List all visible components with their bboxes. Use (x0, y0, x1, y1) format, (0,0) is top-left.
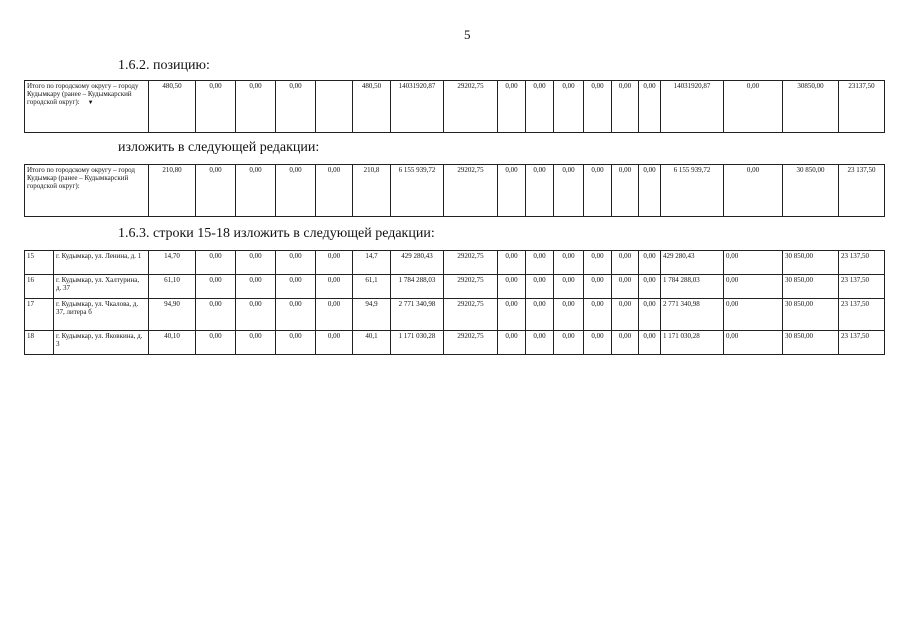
value-cell: 0,00 (612, 251, 639, 275)
value-cell: 30 850,00 (783, 165, 839, 217)
value-cell: 0,00 (639, 165, 661, 217)
value-cell: 0,00 (236, 299, 276, 331)
value-cell: 23 137,50 (839, 165, 885, 217)
row-address-cell: г. Кудымкар, ул. Ленина, д. 1 (54, 251, 149, 275)
row-address-cell: г. Кудымкар, ул. Халтурина, д. 37 (54, 275, 149, 299)
value-cell: 0,00 (316, 251, 353, 275)
value-cell: 23137,50 (839, 81, 885, 133)
value-cell: 210,8 (353, 165, 391, 217)
value-cell: 0,00 (584, 165, 612, 217)
value-cell: 29202,75 (444, 81, 498, 133)
value-cell (316, 81, 353, 133)
value-cell: 30850,00 (783, 81, 839, 133)
value-cell: 0,00 (196, 331, 236, 355)
value-cell: 14,7 (353, 251, 391, 275)
value-cell: 0,00 (554, 275, 584, 299)
value-cell: 0,00 (276, 251, 316, 275)
row-index-cell: 15 (25, 251, 54, 275)
value-cell: 429 280,43 (391, 251, 444, 275)
value-cell: 0,00 (526, 299, 554, 331)
value-cell: 61,10 (149, 275, 196, 299)
value-cell: 0,00 (276, 299, 316, 331)
value-cell: 0,00 (612, 299, 639, 331)
value-cell: 0,00 (276, 331, 316, 355)
value-cell: 29202,75 (444, 165, 498, 217)
value-cell: 29202,75 (444, 275, 498, 299)
value-cell: 23 137,50 (839, 275, 885, 299)
value-cell: 29202,75 (444, 251, 498, 275)
value-cell: 30 850,00 (783, 275, 839, 299)
table-rows-15-18 (24, 250, 885, 355)
value-cell: 0,00 (498, 251, 526, 275)
value-cell: 0,00 (724, 251, 783, 275)
value-cell: 30 850,00 (783, 299, 839, 331)
value-cell: 0,00 (724, 331, 783, 355)
value-cell: 0,00 (724, 275, 783, 299)
rows-body (25, 251, 885, 355)
value-cell: 0,00 (276, 81, 316, 133)
value-cell: 14031920,87 (391, 81, 444, 133)
value-cell: 0,00 (316, 331, 353, 355)
value-cell: 0,00 (639, 275, 661, 299)
value-cell: 0,00 (236, 331, 276, 355)
value-cell: 0,00 (724, 165, 783, 217)
value-cell: 0,00 (639, 251, 661, 275)
value-cell: 0,00 (584, 275, 612, 299)
value-cell: 2 771 340,98 (391, 299, 444, 331)
table-row (25, 299, 885, 331)
row-index-cell: 18 (25, 331, 54, 355)
down-arrow-icon: ▼ (87, 100, 94, 106)
value-cell: 0,00 (724, 299, 783, 331)
value-cell: 0,00 (196, 275, 236, 299)
value-cell: 0,00 (526, 251, 554, 275)
row-name-cell: Итого по городскому округу – городу Кудымкару (ранее – Кудымкарский городской округ): ▼ (25, 81, 149, 133)
value-cell: 0,00 (554, 165, 584, 217)
table-new-position (24, 164, 885, 217)
value-cell: 0,00 (236, 165, 276, 217)
value-cell: 6 155 939,72 (391, 165, 444, 217)
value-cell: 0,00 (612, 165, 639, 217)
value-cell: 0,00 (724, 81, 783, 133)
value-cell: 30 850,00 (783, 331, 839, 355)
value-cell: 0,00 (316, 275, 353, 299)
value-cell: 0,00 (526, 165, 554, 217)
value-cell: 0,00 (554, 81, 584, 133)
value-cell: 23 137,50 (839, 251, 885, 275)
value-cell: 29202,75 (444, 331, 498, 355)
table-row (25, 275, 885, 299)
value-cell: 0,00 (639, 81, 661, 133)
value-cell: 1 171 030,28 (391, 331, 444, 355)
value-cell: 0,00 (236, 251, 276, 275)
value-cell: 480,50 (149, 81, 196, 133)
value-cell: 0,00 (612, 275, 639, 299)
value-cell: 94,9 (353, 299, 391, 331)
row-name-cell: Итого по городскому округу – город Кудымкар (ранее – Кудымкарский городской округ): (25, 165, 149, 217)
value-cell: 0,00 (276, 275, 316, 299)
value-cell: 40,1 (353, 331, 391, 355)
section-heading-new-version: изложить в следующей редакции: (118, 140, 320, 155)
value-cell: 0,00 (498, 331, 526, 355)
value-cell: 0,00 (639, 299, 661, 331)
value-cell: 23 137,50 (839, 299, 885, 331)
value-cell: 0,00 (584, 299, 612, 331)
value-cell: 0,00 (554, 299, 584, 331)
value-cell: 0,00 (554, 251, 584, 275)
value-cell: 0,00 (196, 299, 236, 331)
value-cell: 0,00 (498, 299, 526, 331)
value-cell: 0,00 (236, 81, 276, 133)
value-cell: 0,00 (584, 331, 612, 355)
value-cell: 0,00 (526, 81, 554, 133)
row-address-cell: г. Кудымкар, ул. Чкалова, д. 37, литера б (54, 299, 149, 331)
value-cell: 1 784 288,03 (391, 275, 444, 299)
value-cell: 1 784 288,03 (661, 275, 724, 299)
value-cell: 0,00 (612, 81, 639, 133)
value-cell: 0,00 (196, 81, 236, 133)
value-cell: 61,1 (353, 275, 391, 299)
value-cell: 0,00 (196, 251, 236, 275)
table-original-position (24, 80, 885, 133)
value-cell: 40,10 (149, 331, 196, 355)
value-cell: 0,00 (316, 165, 353, 217)
value-cell: 23 137,50 (839, 331, 885, 355)
section-heading-rows: 1.6.3. строки 15-18 изложить в следующей редакции: (118, 226, 435, 241)
value-cell: 0,00 (498, 165, 526, 217)
value-cell: 0,00 (639, 331, 661, 355)
value-cell: 0,00 (498, 275, 526, 299)
value-cell: 6 155 939,72 (661, 165, 724, 217)
value-cell: 0,00 (236, 275, 276, 299)
table-row (25, 251, 885, 275)
value-cell: 1 171 030,28 (661, 331, 724, 355)
value-cell: 2 771 340,98 (661, 299, 724, 331)
value-cell: 14,70 (149, 251, 196, 275)
value-cell: 0,00 (584, 81, 612, 133)
table-row (25, 165, 885, 217)
value-cell: 210,80 (149, 165, 196, 217)
row-address-cell: г. Кудымкар, ул. Яковкина, д. 3 (54, 331, 149, 355)
row-index-cell: 16 (25, 275, 54, 299)
value-cell: 0,00 (526, 275, 554, 299)
value-cell: 0,00 (612, 331, 639, 355)
value-cell: 0,00 (526, 331, 554, 355)
section-heading-position: 1.6.2. позицию: (118, 58, 210, 73)
value-cell: 14031920,87 (661, 81, 724, 133)
value-cell: 0,00 (584, 251, 612, 275)
table-row (25, 331, 885, 355)
row-index-cell: 17 (25, 299, 54, 331)
value-cell: 0,00 (276, 165, 316, 217)
value-cell: 480,50 (353, 81, 391, 133)
value-cell: 0,00 (498, 81, 526, 133)
value-cell: 30 850,00 (783, 251, 839, 275)
value-cell: 0,00 (554, 331, 584, 355)
value-cell: 0,00 (316, 299, 353, 331)
value-cell: 0,00 (196, 165, 236, 217)
value-cell: 94,90 (149, 299, 196, 331)
table-row (25, 81, 885, 133)
page-number: 5 (464, 27, 471, 42)
value-cell: 29202,75 (444, 299, 498, 331)
value-cell: 429 280,43 (661, 251, 724, 275)
